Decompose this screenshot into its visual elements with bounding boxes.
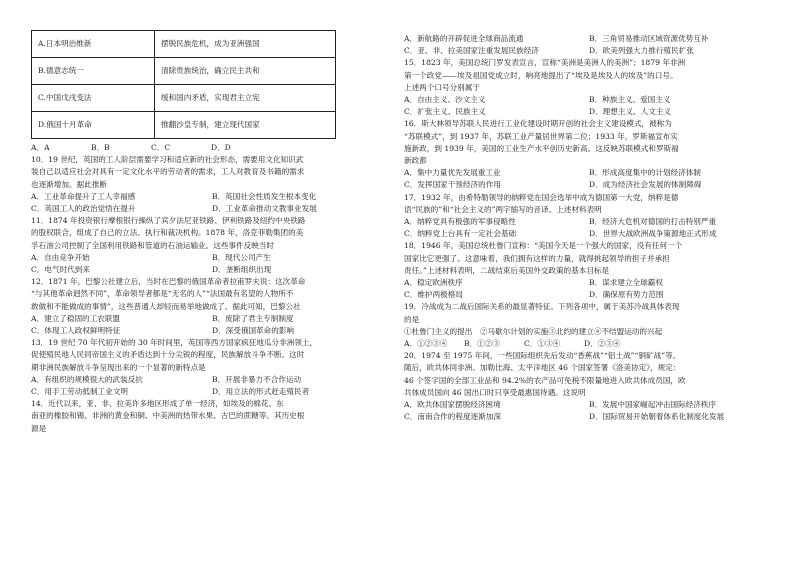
question-17: 17．1932 年，由希特勒领导的纳粹党在国会选举中成为德国第一大党，纳粹是德 语“民族的”和“社会主义的”两字缩写的音译。上述材料表明 A．纳粹党具有极强的军事侵略性 B．经济大危机对德国的打击特别严重 C．纳粹党上台具有一定社会基础 D．世界大战欧洲战争策源地正式形成 [404, 192, 717, 239]
table-row: A.日本明治维新 摆脱民族危机，成为亚洲强国 [32, 31, 336, 58]
matching-table [31, 30, 336, 139]
question-19: 19．冷战成为二战后国际关系的最显著特征。下列各项中，属于美苏冷战具体表现 的是 ①杜鲁门主义的提出 ②马歇尔计划的实施③北约的建立④不结盟运动的兴起 A．①②③④ B．①②③ C．①③④ D．②③④ [404, 302, 680, 349]
question-11: 11．1874 年投资银行摩根银行操纵了宾夕法尼亚铁路、伊利铁路及纽约中央铁路 的股权联合，组成了自己的立法、执行和裁决机构。1878 年，洛克菲勒集团的美 孚石油公司控制了全国利用铁路和管道的石油运输业。这些事件反映当时 A．自由竞争开始 B．现代公司产生 C．电气时代到来 D．垄断组织出现 [31, 216, 306, 275]
question-13: 13．19 世纪 70 年代初开始的 30 年时间里，英国等西方国家疯狂地瓜分非洲领土， 促使殖民地人民同帝国主义的矛盾达到十分尖锐的程度，民族解放斗争不断。这时 期非洲民族解放斗争呈现出来的一个显著的新特点是 A．有组织的规模很大的武装反抗 B．开展非暴力不合作运动 C．用手工劳动抵制工业文明 D．用立法的形式赶走殖民者 [31, 338, 318, 397]
question-18: 18．1946 年，美国总统杜鲁门宣称：“美国今天是一个强大的国家，没有任何一个 国家比它更强了。这意味着，我们拥有这样的力量，就得挑起领导的担子并承担 责任。”上述材料表明，二战结束后美国外交政策的基本目标是 A．稳定欧洲秩序 B．谋求建立全球霸权 C．维护两极格局 D．确保原有势力范围 [404, 241, 683, 300]
table-row: C.中国戊戌变法 缓和国内矛盾，实现君主立宪 [32, 85, 336, 112]
question-15: 15．1823 年，美国总统门罗发表宣言，宣称“美洲是美洲人的美洲”；1879 年非洲 第一个政党——埃及祖国党成立时，响亮地提出了“埃及是埃及人的埃及”的口号。 上述两个口号分别属于 A．自由主义、沙文主义 B．种族主义、爱国主义 C．扩张主义、民族主义 D．理想主义、人文主义 [404, 58, 686, 117]
question-14-options: A．新航路的开辟促进全球商品流通 B．三角贸易推动区域资源优势互补 C．亚、非、拉美国家注重发展民族经济 D．欧美列强大力推行殖民扩张 [404, 34, 709, 56]
question-12: 12．1871 年，巴黎公社建立后，当时在巴黎的俄国革命者拉甫罗夫说：这次革命 “与其他革命迥然不同”，革命领导者都是“无名的人”“法国最有名望的人物所不 敢做和不能做成的事情”，这些普通人却轻而易举地做成了。据此可知，巴黎公社 A．建立了稳固的工农联盟 B．废除了君主专制制度 C．体现工人政权鲜明特征 D．深受俄国革命的影响 [31, 277, 306, 336]
table-row: B.德意志统一 清除贵族统治，确立民主共和 [32, 58, 336, 85]
question-20: 20．1974 至 1975 年间，一些国际组织先后发动“香蕉战”“铝土战”“铜矿战”等。 随后，欧共体同非洲、加勒比海、太平洋地区 46 个国家签署《洛美协定》，规定： 46 个签字国的全部工业品和 94.2%的农产品可免税不限量地进入欧共体成员国，欧 共体成员国向 46 国出口时只享受最惠国待遇。这说明 A．欧共体国家摆脱经济困境 B．发展中国家崛起冲击国际经济秩序 C．南南合作的程度逐渐加深 D．国际贸易开始朝着体系化制度化发展 [404, 351, 725, 422]
right-column [404, 33, 774, 424]
question-16: 16．斯大林领导苏联人民进行工业化建设时期开创的社会主义建设模式，被称为 “苏联模式”，到 1937 年，苏联工业产量居世界第二位；1933 年，罗斯福宣布实 施新政，到 1939 年，美国的工业生产水平创历史新高。这反映苏联模式和罗斯福 新政都 A．集中力量优先发展重工业 B．形成高度集中的计划经济体制 C．发挥国家干预经济的作用 D．成为经济社会发展的体制障碍 [404, 119, 702, 190]
table-options: A．A B．B C．C D．D [31, 143, 231, 152]
question-10: 10．19 世纪，英国的工人阶层需要学习和适应新的社会形态，需要用文化知识武 装自己以适应社会对具有一定文化水平的劳动者的需求，工人对教育及书籍的需求 也逐渐增加。据此推断 A．工业革命提升了工人幸福感 B．英国社会性质发生根本变化 C．英国工人的政治觉悟在提升 D．工业革命推动文教事业发展 [31, 155, 317, 214]
left-column [31, 30, 393, 435]
question-14: 14．近代以来，亚、非、拉美许多地区形成了单一经济，如埃及的棉花、东 南亚的橡胶和锡、非洲的黄金和铜、中美洲的热带水果、古巴的蔗糖等。其历史根 源是 [31, 399, 305, 433]
table-row: D.俄国十月革命 推翻沙皇专制，建立现代国家 [32, 112, 336, 139]
